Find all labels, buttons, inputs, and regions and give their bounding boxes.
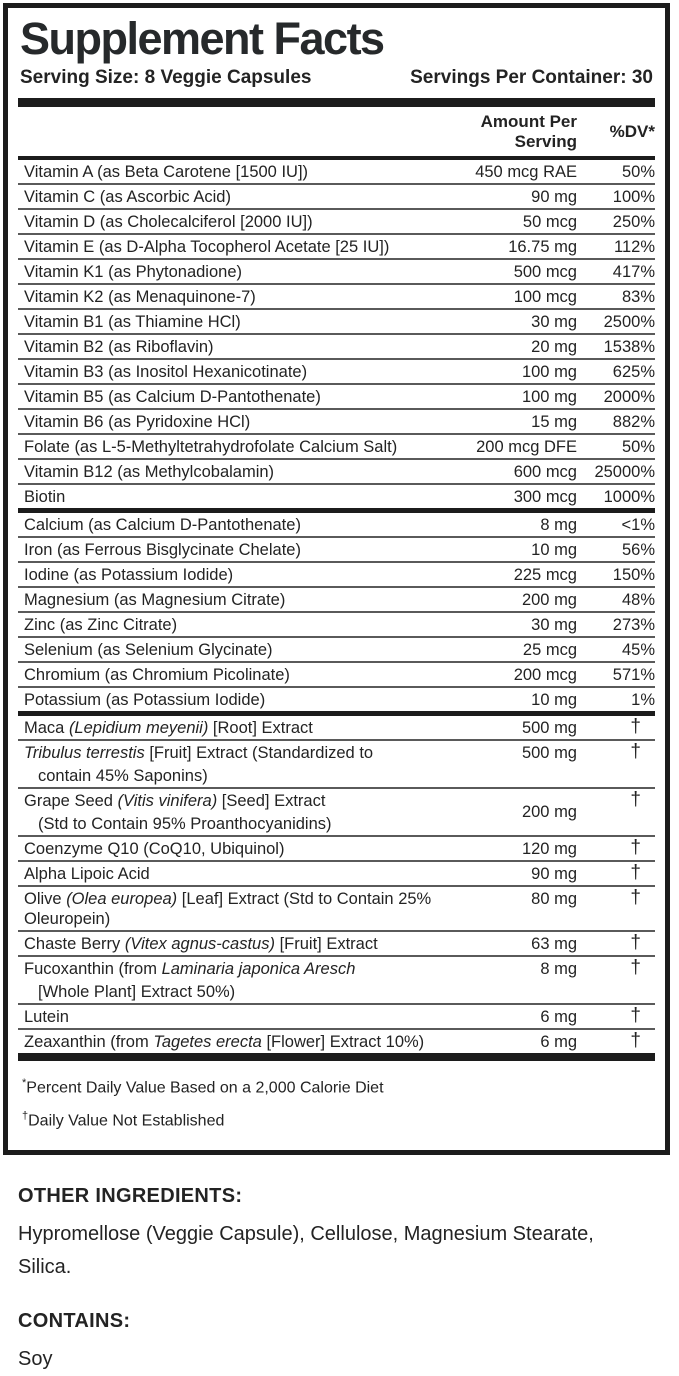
ingredient-name: Vitamin B12 (as Methylcobalamin)	[24, 462, 275, 481]
daily-value-dagger: †	[630, 931, 641, 953]
amount-per-serving-value: 100 mcg	[513, 287, 577, 306]
daily-value-dagger: †	[630, 1004, 641, 1026]
table-row	[18, 460, 655, 483]
row-divider	[18, 258, 655, 260]
ingredient-name: Lutein	[24, 1007, 69, 1026]
amount-per-serving-value: 500 mcg	[513, 262, 577, 281]
table-row	[18, 385, 655, 408]
amount-per-serving-value: 30 mg	[531, 615, 577, 634]
daily-value-dagger: †	[630, 886, 641, 908]
table-row	[18, 360, 655, 383]
serving-size: Serving Size: 8 Veggie Capsules	[20, 66, 312, 88]
ingredient-name: Vitamin B2 (as Riboflavin)	[24, 337, 214, 356]
daily-value-percent: 50%	[621, 162, 655, 181]
row-divider	[18, 333, 655, 335]
other-ingredients-text: Hypromellose (Veggie Capsule), Cellulose, Magnesium Stearate, Silica.	[18, 1222, 594, 1278]
row-divider	[18, 739, 655, 741]
row-divider	[18, 208, 655, 210]
daily-value-dagger: †	[630, 788, 641, 810]
serving-info-row	[18, 62, 655, 98]
amount-per-serving-value: 6 mg	[540, 1007, 577, 1026]
footnotes	[18, 1061, 655, 1138]
ingredient-name: Folate (as L-5-Methyltetrahydrofolate Calcium Salt)	[24, 437, 398, 456]
row-divider	[18, 183, 655, 185]
amount-per-serving-value: 8 mg	[540, 515, 577, 534]
table-row	[18, 160, 655, 183]
ingredient-name: Magnesium (as Magnesium Citrate)	[24, 590, 286, 609]
daily-value-percent: 250%	[612, 212, 655, 231]
amount-per-serving-value: 80 mg	[531, 889, 577, 908]
table-row	[18, 335, 655, 358]
table-row	[18, 741, 655, 787]
amount-per-serving-value: 30 mg	[531, 312, 577, 331]
supplement-label-page	[0, 3, 679, 1376]
footnote-not-established-text: Daily Value Not Established	[28, 1112, 225, 1130]
ingredient-name: Vitamin C (as Ascorbic Acid)	[24, 187, 231, 206]
row-divider	[18, 686, 655, 688]
amount-per-serving-value: 15 mg	[531, 412, 577, 431]
ingredient-name: Vitamin E (as D-Alpha Tocopherol Acetate [25 IU])	[24, 237, 390, 256]
ingredient-name: Zinc (as Zinc Citrate)	[24, 615, 178, 634]
amount-per-serving-value: 300 mcg	[513, 487, 577, 506]
other-ingredients-heading: OTHER INGREDIENTS:	[18, 1184, 243, 1207]
daily-value-percent: 625%	[612, 362, 655, 381]
amount-per-serving-value: 100 mg	[521, 387, 577, 406]
amount-per-serving-value: 450 mcg RAE	[475, 162, 577, 181]
row-divider	[18, 536, 655, 538]
row-divider	[18, 611, 655, 613]
table-row	[18, 716, 655, 739]
table-row	[18, 588, 655, 611]
daily-value-percent: 48%	[621, 590, 655, 609]
amount-per-serving-value: 25 mcg	[522, 640, 577, 659]
asterisk-marker: *	[22, 1076, 27, 1089]
daily-value-percent: 150%	[612, 565, 655, 584]
daily-value-percent: 56%	[621, 540, 655, 559]
row-divider	[18, 308, 655, 310]
row-divider	[18, 885, 655, 887]
amount-per-serving-value: 500 mg	[521, 743, 577, 762]
row-divider	[18, 561, 655, 563]
ingredient-name: Selenium (as Selenium Glycinate)	[24, 640, 273, 659]
ingredient-name: Fucoxanthin (from Laminaria japonica Aresch [Whole Plant] Extract 50%)	[24, 959, 356, 1001]
amount-per-serving-value: 63 mg	[531, 934, 577, 953]
ingredient-name: Zeaxanthin (from Tagetes erecta [Flower] Extract 10%)	[24, 1032, 425, 1051]
table-row	[18, 563, 655, 586]
row-divider	[18, 636, 655, 638]
row-divider	[18, 1028, 655, 1030]
amount-per-serving-value: 100 mg	[521, 362, 577, 381]
row-divider	[18, 408, 655, 410]
amount-per-serving-value: 90 mg	[531, 864, 577, 883]
column-header-amount: Amount Per Serving	[480, 111, 577, 151]
amount-per-serving-value: 500 mg	[521, 718, 577, 737]
amount-per-serving-value: 8 mg	[540, 959, 577, 978]
row-divider	[18, 955, 655, 957]
daily-value-percent: 1000%	[603, 487, 655, 506]
row-divider	[18, 586, 655, 588]
table-row	[18, 260, 655, 283]
row-divider	[18, 233, 655, 235]
divider-heavy-bottom	[18, 1053, 655, 1061]
daily-value-percent: 50%	[621, 437, 655, 456]
ingredient-name: Iron (as Ferrous Bisglycinate Chelate)	[24, 540, 301, 559]
daily-value-percent: 112%	[614, 237, 655, 256]
below-panel-text	[0, 1155, 679, 1376]
ingredient-name: Potassium (as Potassium Iodide)	[24, 690, 266, 709]
row-divider	[18, 483, 655, 485]
daily-value-percent: 83%	[621, 287, 655, 306]
ingredient-name: Grape Seed (Vitis vinifera) [Seed] Extract (Std to Contain 95% Proanthocyanidins)	[24, 791, 332, 833]
table-row	[18, 932, 655, 955]
daily-value-percent: 882%	[612, 412, 655, 431]
table-row	[18, 538, 655, 561]
footnote-not-established	[22, 1102, 653, 1135]
daily-value-dagger: †	[630, 836, 641, 858]
daily-value-percent: 2000%	[603, 387, 655, 406]
amount-per-serving-value: 90 mg	[531, 187, 577, 206]
facts-table	[18, 160, 655, 1053]
table-row	[18, 887, 655, 930]
table-row	[18, 513, 655, 536]
table-row	[18, 1005, 655, 1028]
amount-per-serving-value: 20 mg	[531, 337, 577, 356]
table-row	[18, 862, 655, 885]
daily-value-dagger: †	[630, 861, 641, 883]
row-divider	[18, 433, 655, 435]
table-row	[18, 285, 655, 308]
ingredient-name: Vitamin K1 (as Phytonadione)	[24, 262, 242, 281]
daily-value-dagger: †	[630, 1029, 641, 1051]
amount-per-serving-value: 50 mcg	[522, 212, 577, 231]
ingredient-name: Vitamin B6 (as Pyridoxine HCl)	[24, 412, 251, 431]
table-row	[18, 210, 655, 233]
column-header-row	[18, 107, 655, 156]
amount-per-serving-value: 10 mg	[531, 540, 577, 559]
table-row	[18, 235, 655, 258]
daily-value-percent: 1538%	[603, 337, 655, 356]
amount-per-serving-value: 6 mg	[540, 1032, 577, 1051]
footnote-daily-value	[22, 1069, 653, 1102]
table-row	[18, 688, 655, 711]
table-row	[18, 957, 655, 1003]
column-header-dv: %DV*	[609, 121, 655, 141]
amount-per-serving-value: 200 mcg DFE	[476, 437, 577, 456]
daily-value-percent: 25000%	[594, 462, 655, 481]
amount-per-serving-value: 120 mg	[521, 839, 577, 858]
footnote-daily-value-text: Percent Daily Value Based on a 2,000 Calorie Diet	[26, 1079, 384, 1097]
table-row	[18, 485, 655, 508]
ingredient-name: Vitamin D (as Cholecalciferol [2000 IU])	[24, 212, 313, 231]
row-divider	[18, 283, 655, 285]
ingredient-name: Vitamin K2 (as Menaquinone-7)	[24, 287, 256, 306]
ingredient-name: Chaste Berry (Vitex agnus-castus) [Fruit] Extract	[24, 934, 378, 953]
divider-heavy-top	[18, 98, 655, 107]
amount-per-serving-value: 16.75 mg	[508, 237, 577, 256]
row-divider	[18, 835, 655, 837]
contains-text: Soy	[18, 1347, 53, 1370]
daily-value-percent: 1%	[631, 690, 655, 709]
table-row	[18, 613, 655, 636]
table-row	[18, 410, 655, 433]
daily-value-percent: 100%	[612, 187, 655, 206]
daily-value-dagger: †	[630, 740, 641, 762]
table-row	[18, 310, 655, 333]
amount-per-serving-value: 600 mcg	[513, 462, 577, 481]
row-divider	[18, 458, 655, 460]
ingredient-name: Coenzyme Q10 (CoQ10, Ubiquinol)	[24, 839, 285, 858]
amount-per-serving-value: 10 mg	[531, 690, 577, 709]
daily-value-percent: 273%	[612, 615, 655, 634]
amount-per-serving-value: 200 mcg	[513, 665, 577, 684]
row-divider	[18, 358, 655, 360]
ingredient-name: Iodine (as Potassium Iodide)	[24, 565, 234, 584]
ingredient-name: Biotin	[24, 487, 66, 506]
daily-value-dagger: †	[630, 715, 641, 737]
ingredient-name: Olive (Olea europea) [Leaf] Extract (Std to Contain 25% Oleuropein)	[24, 889, 432, 928]
ingredient-name: Chromium (as Chromium Picolinate)	[24, 665, 290, 684]
table-row	[18, 1030, 655, 1053]
table-row	[18, 185, 655, 208]
row-divider	[18, 787, 655, 789]
dagger-marker: †	[22, 1110, 29, 1123]
servings-per-container: Servings Per Container: 30	[410, 66, 653, 88]
ingredient-name: Vitamin B3 (as Inositol Hexanicotinate)	[24, 362, 308, 381]
table-row	[18, 789, 655, 835]
row-divider	[18, 860, 655, 862]
panel-title: Supplement Facts	[20, 13, 384, 64]
amount-per-serving-value: 225 mcg	[513, 565, 577, 584]
amount-per-serving-value: 200 mg	[521, 590, 577, 609]
ingredient-name: Alpha Lipoic Acid	[24, 864, 150, 883]
ingredient-name: Tribulus terrestis [Fruit] Extract (Standardized to contain 45% Saponins)	[24, 743, 374, 785]
daily-value-percent: 2500%	[603, 312, 655, 331]
row-divider	[18, 1003, 655, 1005]
daily-value-percent: 571%	[612, 665, 655, 684]
amount-per-serving-value: 200 mg	[521, 803, 577, 822]
row-divider	[18, 661, 655, 663]
daily-value-percent: <1%	[621, 515, 655, 534]
table-row	[18, 638, 655, 661]
daily-value-percent: 417%	[612, 262, 655, 281]
table-row	[18, 435, 655, 458]
table-row	[18, 837, 655, 860]
ingredient-name: Vitamin A (as Beta Carotene [1500 IU])	[24, 162, 309, 181]
ingredient-name: Vitamin B5 (as Calcium D-Pantothenate)	[24, 387, 321, 406]
row-divider	[18, 930, 655, 932]
row-divider	[18, 383, 655, 385]
ingredient-name: Maca (Lepidium meyenii) [Root] Extract	[24, 718, 313, 737]
table-row	[18, 663, 655, 686]
contains-heading: CONTAINS:	[18, 1309, 131, 1332]
daily-value-percent: 45%	[621, 640, 655, 659]
ingredient-name: Calcium (as Calcium D-Pantothenate)	[24, 515, 301, 534]
supplement-facts-panel	[3, 3, 670, 1155]
daily-value-dagger: †	[630, 956, 641, 978]
ingredient-name: Vitamin B1 (as Thiamine HCl)	[24, 312, 241, 331]
